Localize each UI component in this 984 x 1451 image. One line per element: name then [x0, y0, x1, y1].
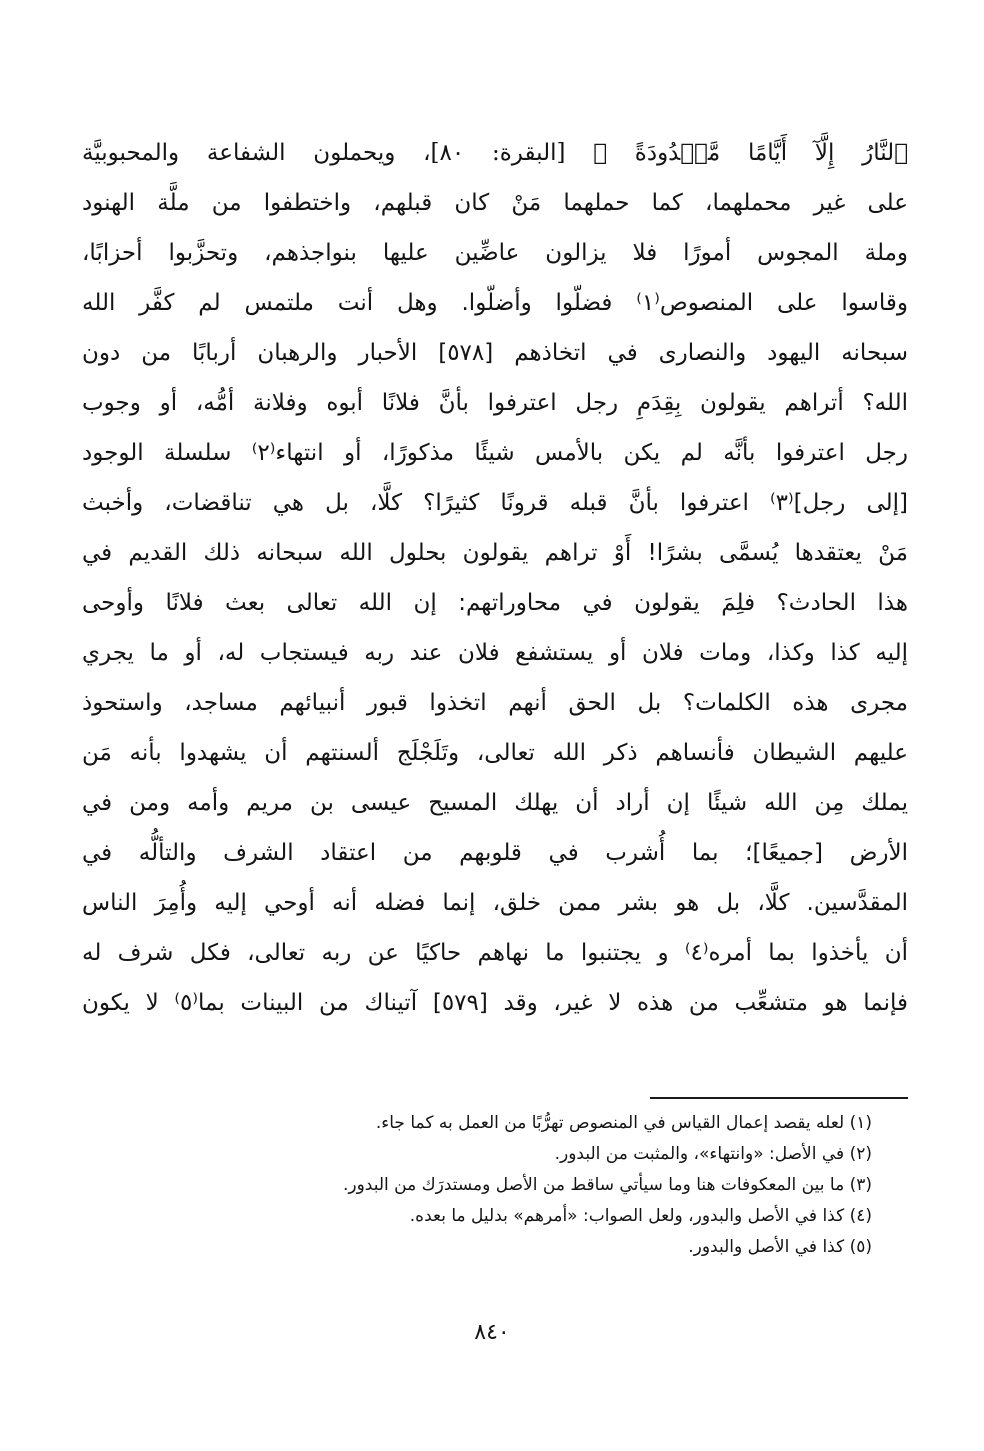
footnote: (١) لعله يقصد إعمال القياس في المنصوص تهرُّبًا من العمل به كما جاء.: [375, 1113, 872, 1133]
footnotes: [120, 1108, 872, 1263]
text-line: عليهم الشيطان فأنساهم ذكر الله تعالى، وتَلَجْلَج ألسنتهم أن يشهدوا بأنه مَن: [82, 740, 908, 766]
footnote-separator: [650, 1097, 908, 1099]
footnote: (٤) كذا في الأصل والبدور، ولعل الصواب: «أمرهم» بدليل ما بعده.: [409, 1206, 872, 1226]
text-line: رجل اعترفوا بأنَّه لم يكن بالأمس شيئًا مذكورًا، أو انتهاء⁽٢⁾ سلسلة الوجود: [82, 440, 908, 466]
text-line: مَنْ يعتقدها يُسمَّى بشرًا! أَوْ تراهم يقولون بحلول الله سبحانه ذلك القديم في: [82, 540, 908, 566]
text-line: على غير محملهما، كما حملهما مَنْ كان قبلهم، واختطفوا من ملَّة الهنود: [82, 190, 908, 216]
text-line: [إلى رجل]⁽٣⁾ اعترفوا بأنَّ قبله قرونًا كثيرًا؟ كلَّا، بل هي تناقضات، وأخبث: [82, 490, 908, 516]
text-line: أن يأخذوا بما أمره⁽٤⁾ و يجتنبوا ما نهاهم حاكيًا عن ربه تعالى، فكل شرف له: [82, 940, 908, 966]
text-line: يملك مِن الله شيئًا إن أراد أن يهلك المسيح عيسى بن مريم وأمه ومن في: [82, 790, 908, 816]
footnote: (٥) كذا في الأصل والبدور.: [688, 1237, 872, 1257]
text-line: مجرى هذه الكلمات؟ بل الحق أنهم اتخذوا قبور أنبيائهم مساجد، واستحوذ: [82, 690, 908, 716]
text-line: المقدَّسين. كلَّا، بل هو بشر ممن خلق، إنما فضله أنه أوحي إليه وأُمِرَ الناس: [82, 890, 908, 916]
text-line: وملة المجوس أمورًا فلا يزالون عاضِّين عليها بنواجذهم، وتحزَّبوا أحزابًا،: [82, 240, 908, 266]
main-text: [82, 128, 908, 1028]
text-line: فإنما هو متشعِّب من هذه لا غير، وقد [٥٧٩] آتيناك من البينات بما⁽٥⁾ لا يكون: [82, 990, 908, 1016]
footnote: (٢) في الأصل: «وانتهاء»، والمثبت من البدور.: [554, 1144, 872, 1164]
footnote: (٣) ما بين المعكوفات هنا وما سيأتي ساقط من الأصل ومستدرَك من البدور.: [342, 1175, 872, 1195]
text-line: إليه كذا وكذا، ومات فلان أو يستشفع فلان عند ربه فيستجاب له، أو ما يجري: [82, 640, 908, 666]
text-line: ٱلنَّارُ إِلَّآ أَيَّامًا مَّعۡدُودَةً ﴾ [البقرة: ٨٠]، ويحملون الشفاعة والمحبوبيَّة: [82, 140, 908, 166]
text-line: هذا الحادث؟ فلِمَ يقولون في محاوراتهم: إن الله تعالى بعث فلانًا وأوحى: [82, 590, 908, 616]
text-line: سبحانه اليهود والنصارى في اتخاذهم [٥٧٨] الأحبار والرهبان أربابًا من دون: [82, 340, 908, 366]
text-line: الأرض [جميعًا]؛ بما أُشرب في قلوبهم من اعتقاد الشرف والتألُّه في: [82, 840, 908, 866]
text-line: وقاسوا على المنصوص⁽١⁾ فضلّوا وأضلّوا. وهل أنت ملتمس لم كفَّر الله: [82, 290, 908, 316]
text-line: الله؟ أتراهم يقولون بِقِدَمِ رجل اعترفوا بأنَّ فلانًا أبوه وفلانة أمُّه، أو وجوب: [82, 390, 908, 416]
page-number: ٨٤٠: [474, 1320, 510, 1345]
